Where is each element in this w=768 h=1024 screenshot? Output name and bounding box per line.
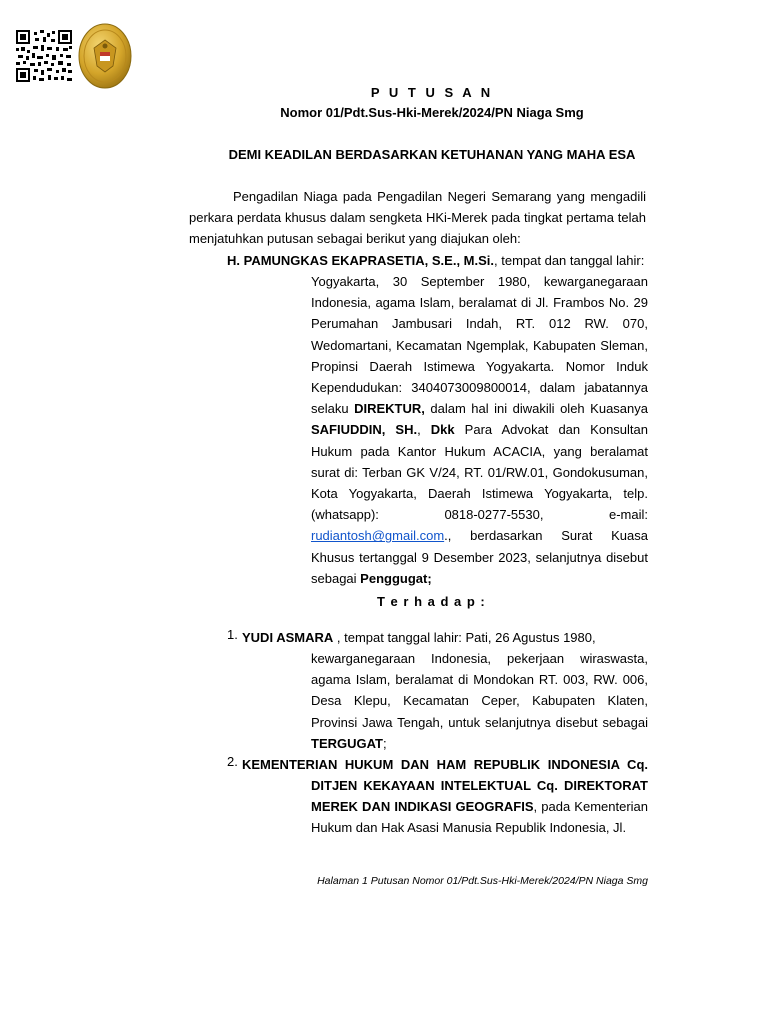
plaintiff-text-2: Yogyakarta, 30 September 1980, kewarganegaraan Indonesia, agama Islam, beralamat di Jl. Frambos No. 29 Perumahan Jambusari Indah, RT. 012 RW. 070, Wedomartani, Kecamatan Ngemplak, Kabupaten Sleman, Propinsi Daerah Istimewa Yogyakarta. Nomor Induk Kependudukan: 3404073009800014, dalam jabatannya selaku (311, 274, 648, 417)
defendant-1-intro: , tempat tanggal lahir: Pati, 26 Agustus 1980, (336, 630, 596, 645)
plaintiff-first-line (227, 250, 648, 271)
defendant-2-name-cont: DITJEN KEKAYAAN INTELEKTUAL Cq. DIREKTORAT MEREK DAN INDIKASI GEOGRAFIS (311, 778, 648, 815)
lawyer-dkk: Dkk (430, 422, 455, 438)
plaintiff-text-1: , tempat dan tanggal lahir: (494, 253, 645, 268)
defendant-1-end: ; (382, 735, 387, 751)
email-link[interactable]: rudiantosh@gmail.com (311, 528, 445, 544)
plaintiff-role: DIREKTUR, (354, 401, 425, 417)
qr-code-icon (16, 30, 72, 82)
plaintiff-text-3: dalam hal ini diwakili oleh Kuasanya (430, 401, 648, 417)
intro-paragraph: Pengadilan Niaga pada Pengadilan Negeri Semarang yang mengadili perkara perdata khusus dalam sengketa HKi-Merek pada tingkat pertama telah menjatuhkan putusan sebagai berikut yang diajukan oleh: (189, 189, 646, 247)
defendant-2-first-line: KEMENTERIAN HUKUM DAN HAM REPUBLIK INDONESIA Cq. (242, 757, 648, 772)
defendant-1-number: 1. (227, 627, 238, 642)
plaintiff-text-5: Para Advokat dan Konsultan Hukum pada Kantor Hukum ACACIA, yang beralamat surat di: Terban GK V/24, RT. 01/RW.01, Gondokusuman, Kota Yogyakarta, Daerah Istimewa Yogyakarta, telp. (whatsapp): 0818-0277-5530, e-mail: (311, 422, 648, 523)
defendant-2-details (311, 775, 648, 839)
document-title: P U T U S A N (370, 85, 494, 100)
plaintiff-text-6: ., berdasarkan Surat Kuasa Khusus tertanggal 9 Desember 2023, selanjutnya disebut sebagai (311, 528, 648, 586)
case-number: Nomor 01/Pdt.Sus-Hki-Merek/2024/PN Niaga Smg (280, 105, 584, 120)
plaintiff-name: H. PAMUNGKAS EKAPRASETIA, S.E., M.Si. (227, 253, 495, 268)
defendant-2-number: 2. (227, 754, 238, 769)
defendant-1-details: kewarganegaraan Indonesia, pekerjaan wiraswasta, agama Islam, beralamat di Mondokan RT. 003, RW. 006, Desa Klepu, Kecamatan Ceper, Kabupaten Klaten, Provinsi Jawa Tengah, untuk selanjutnya disebut sebagai TERGUGAT; (311, 651, 648, 751)
page-footer: Halaman 1 Putusan Nomor 01/Pdt.Sus-Hki-Merek/2024/PN Niaga Smg (317, 875, 648, 887)
defendant-1-name: YUDI ASMARA (242, 630, 334, 645)
defendant-1-first-line (242, 627, 648, 648)
versus-heading: T e r h a d a p : (377, 594, 486, 609)
plaintiff-details (311, 271, 648, 589)
plaintiff-text-4: , (417, 422, 421, 438)
defendant-2-text: , pada Kementerian Hukum dan Hak Asasi Manusia Republik Indonesia, Jl. (311, 799, 649, 836)
defendant-1-label: TERGUGAT (311, 735, 383, 751)
plaintiff-label: Penggugat; (360, 570, 432, 586)
lawyer-name: SAFIUDDIN, SH. (311, 422, 418, 438)
motto-heading: DEMI KEADILAN BERDASARKAN KETUHANAN YANG MAHA ESA (228, 147, 636, 162)
court-seal-emblem (78, 22, 132, 90)
